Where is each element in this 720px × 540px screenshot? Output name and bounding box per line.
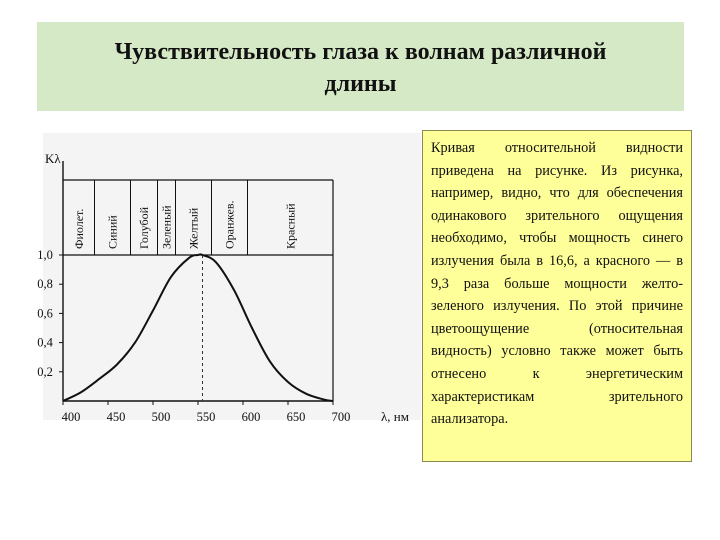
x-tick-label: 450 (106, 410, 126, 424)
x-axis-label: λ, нм (381, 409, 409, 424)
x-tick-label: 650 (286, 410, 306, 424)
y-tick-label: 1,0 (37, 248, 53, 262)
band-label: Красный (283, 203, 298, 249)
band-label: Голубой (137, 206, 151, 249)
slide-title: Чувствительность глаза к волнам различной длины (114, 39, 607, 97)
band-label: Желтый (186, 207, 201, 249)
band-label: Зеленый (159, 205, 174, 249)
x-tick-label: 600 (241, 410, 261, 424)
x-tick-label: 550 (196, 410, 216, 424)
description-box (422, 130, 692, 462)
y-tick-label: 0,2 (37, 364, 53, 379)
description-text: Кривая относительной видности приведена на рисунке. Из рисунка, например, видно, что для обеспечения одинакового зрительного ощущения необходимо, чтобы мощность синего излучения была в 16,6, а красного — в 9,3 раза больше мощности желто-зеленого излучения. По этой причине цветоощущение (относительная видность) условно также может быть отнесено к энергетическим характеристикам зрительного анализатора. (431, 140, 683, 428)
y-tick-label: 0,8 (37, 277, 53, 292)
y-tick-label: 0,6 (37, 306, 53, 321)
visibility-chart (37, 133, 421, 424)
y-axis-label: Kλ (45, 151, 61, 166)
x-tick-label: 500 (151, 410, 171, 424)
band-label: Оранжев. (222, 200, 237, 249)
band-label: Фиолет. (71, 208, 86, 249)
band-label: Синий (105, 215, 120, 249)
visibility-curve (63, 254, 333, 401)
title-band (37, 22, 684, 111)
y-tick-label: 0,4 (37, 335, 53, 350)
chart-figure (37, 133, 421, 424)
x-tick-label: 700 (331, 410, 351, 424)
x-tick-label: 400 (61, 410, 81, 424)
